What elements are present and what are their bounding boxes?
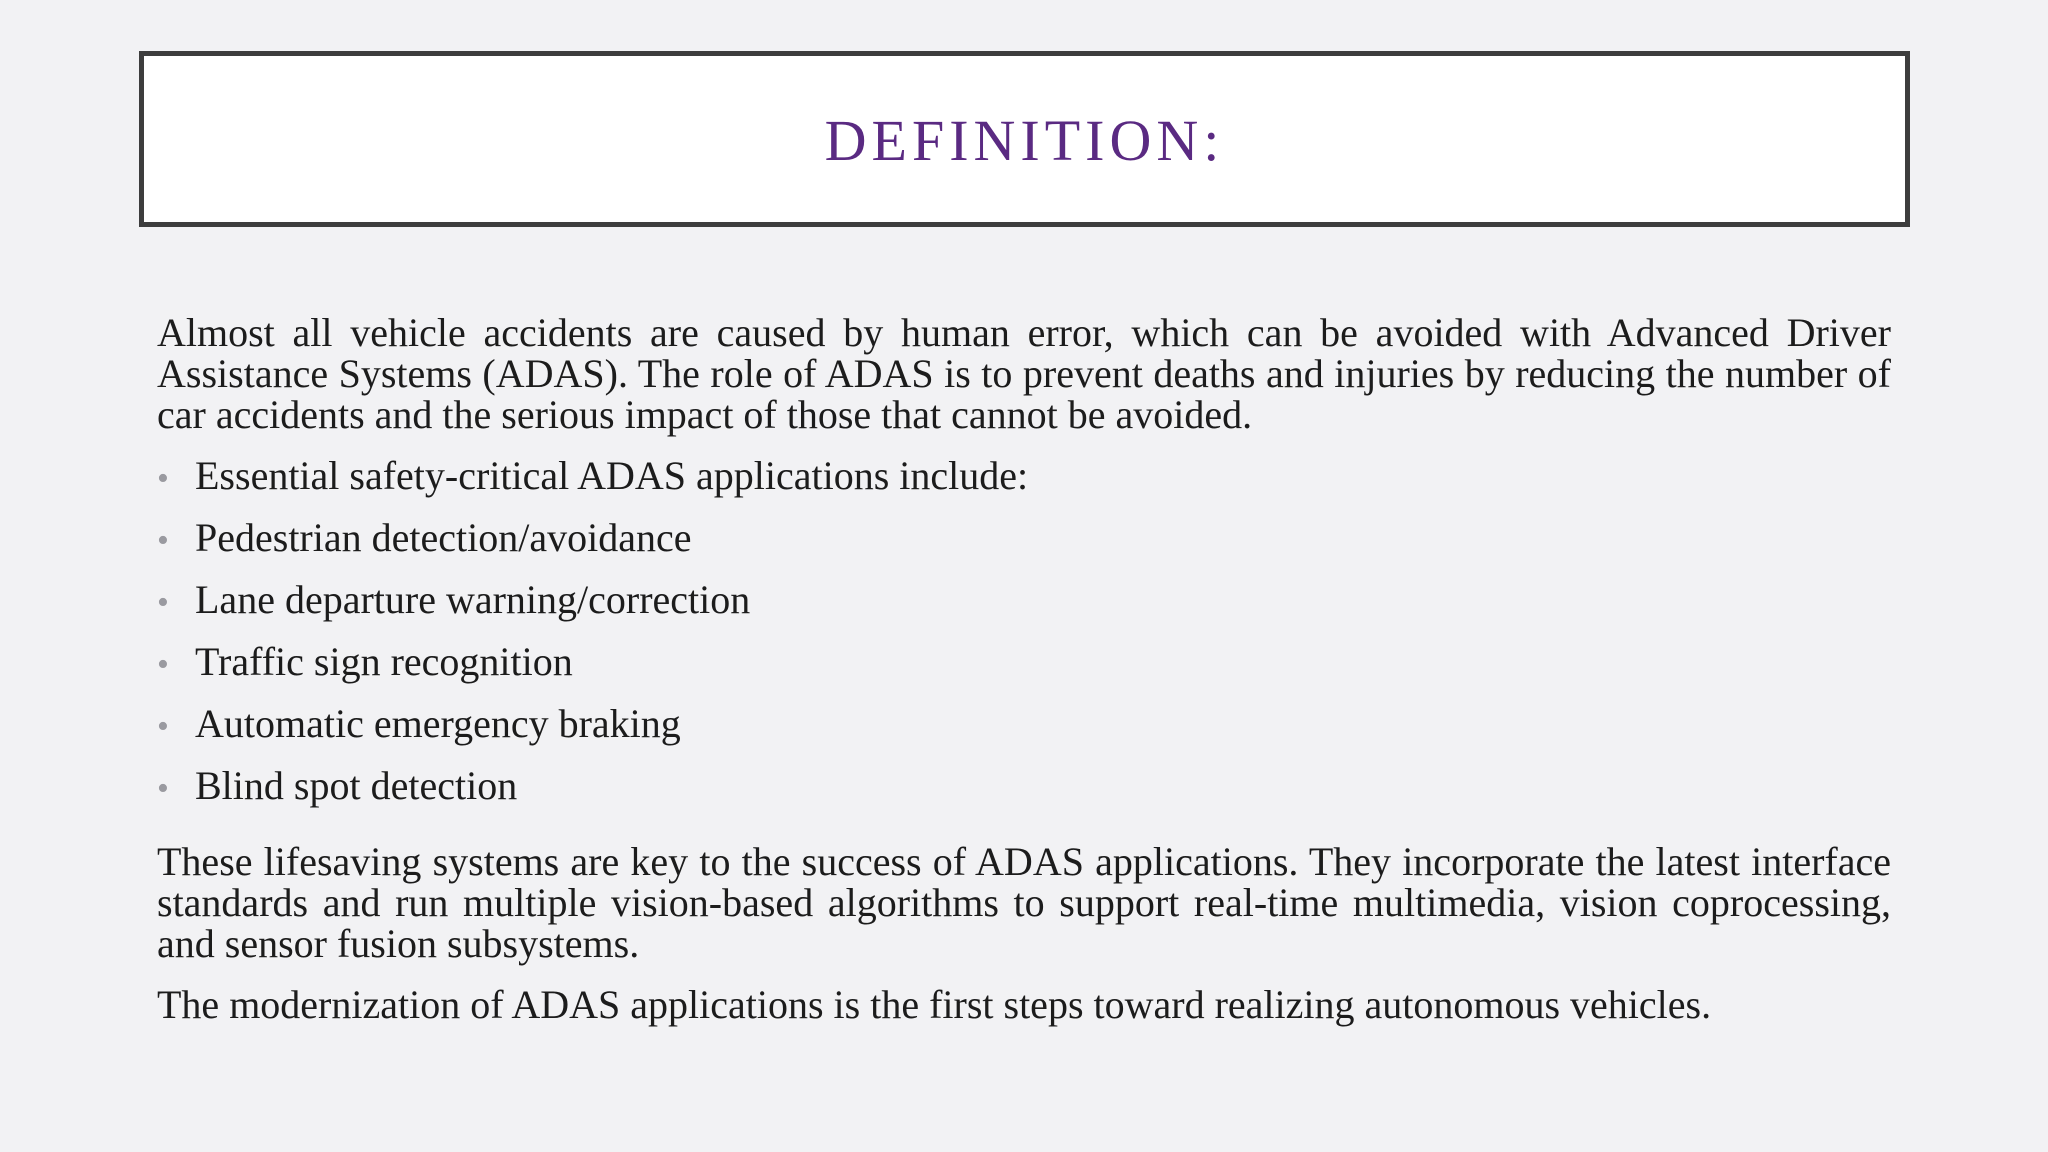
bullet-dot-icon: • [157,646,169,683]
bullet-dot-icon: • [157,460,169,497]
bullet-dot-icon: • [157,770,169,807]
list-item [157,455,1891,517]
list-item [157,579,1891,641]
bullet-text: Blind spot detection [195,763,518,808]
bullet-dot-icon: • [157,522,169,559]
bullet-text: Lane departure warning/correction [195,577,751,622]
list-item [157,641,1891,703]
list-item [157,517,1891,579]
bullet-list [157,455,1891,827]
closing-paragraph: The modernization of ADAS applications is the first steps toward realizing autonomous vehicles. [157,982,1712,1027]
bullet-text: Essential safety-critical ADAS applications include: [195,453,1029,498]
bullet-text: Pedestrian detection/avoidance [195,515,692,560]
intro-paragraph: Almost all vehicle accidents are caused by human error, which can be avoided with Advanced Driver Assistance Systems (ADAS). The role of ADAS is to prevent deaths and injuries by reducing the number of car accidents and the serious impact of those that cannot be avoided. [157,310,1891,437]
list-item [157,703,1891,765]
bullet-text: Automatic emergency braking [195,701,681,746]
body-paragraph: These lifesaving systems are key to the success of ADAS applications. They incorporate the latest interface standards and run multiple vision-based algorithms to support real-time multimedia, vision coprocessing, and sensor fusion subsystems. [157,839,1891,966]
bullet-text: Traffic sign recognition [195,639,573,684]
slide-content [157,312,1891,1025]
slide-title: DEFINITION: [824,108,1225,173]
bullet-dot-icon: • [157,708,169,745]
bullet-dot-icon: • [157,584,169,621]
list-item [157,765,1891,827]
title-box [139,51,1910,227]
